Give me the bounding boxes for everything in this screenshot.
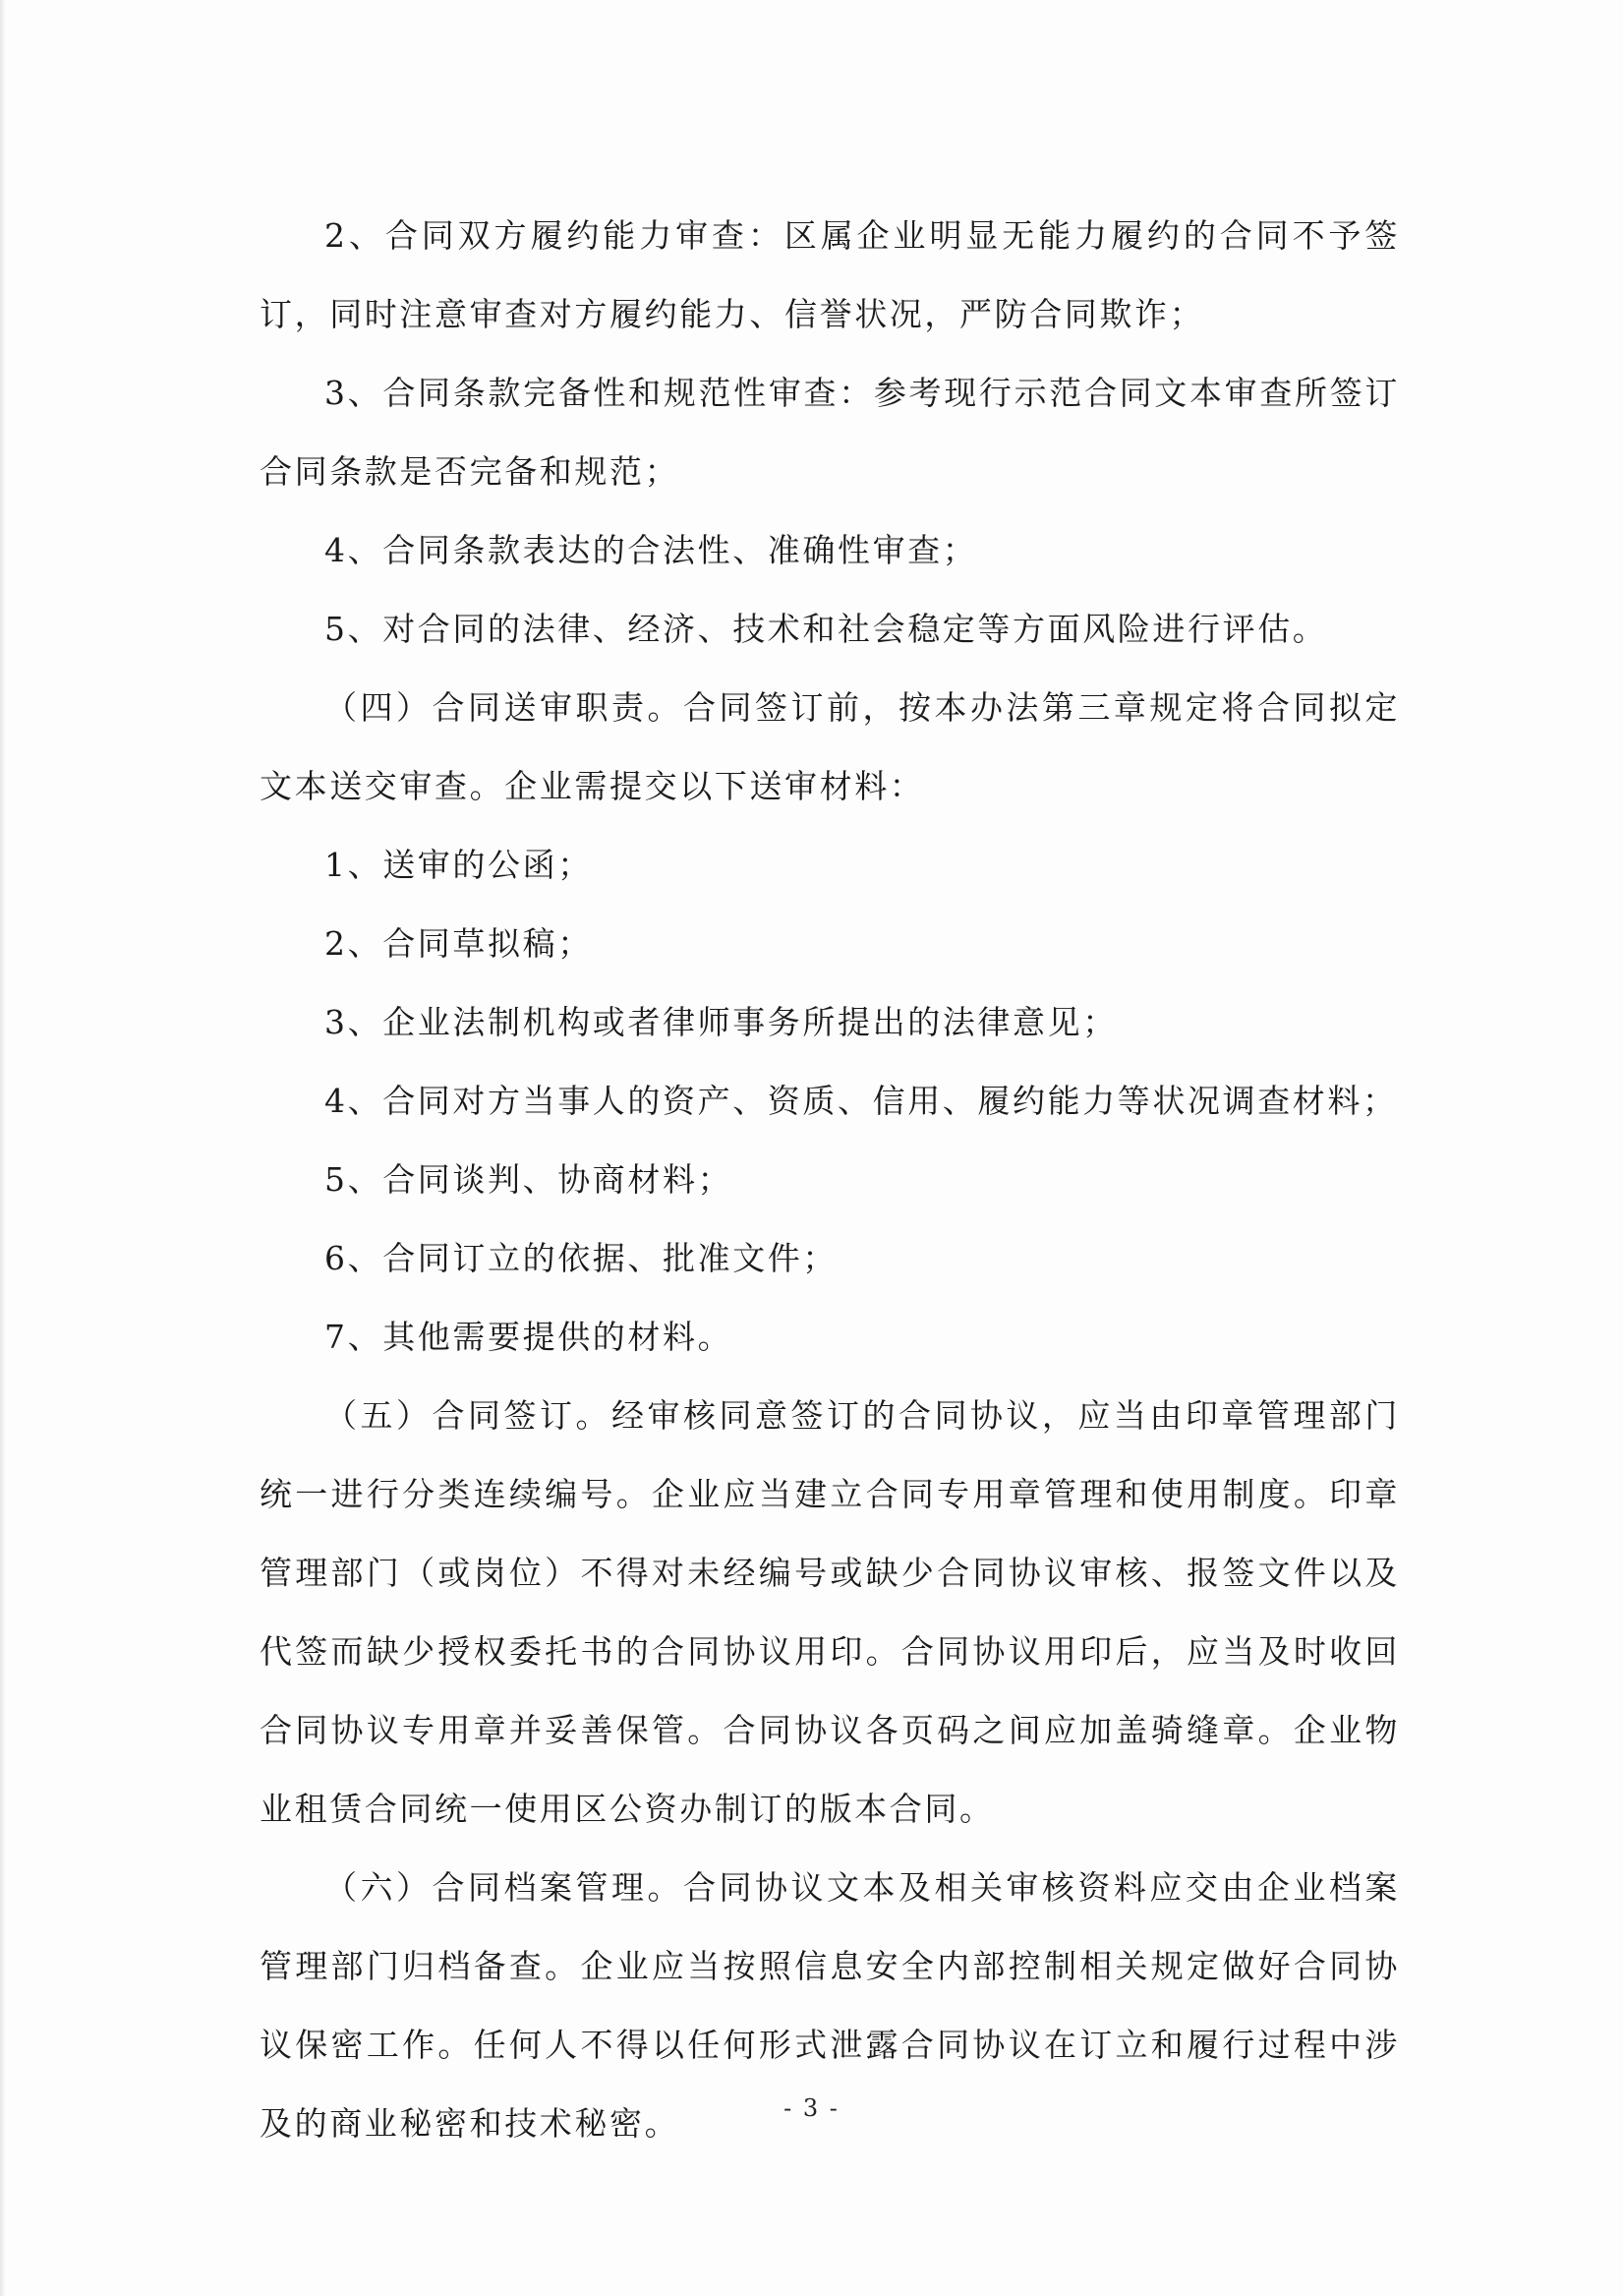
paragraph-material-3: 3、企业法制机构或者律师事务所提出的法律意见； <box>324 1003 1118 1041</box>
paragraph-material-4: 4、合同对方当事人的资产、资质、信用、履约能力等状况调查材料； <box>324 1082 1398 1120</box>
paragraph-material-2: 2、合同草拟稿； <box>324 924 593 963</box>
document-body <box>260 197 1400 2163</box>
paragraph-material-6: 6、合同订立的依据、批准文件； <box>324 1239 838 1277</box>
paragraph-item-5-risk-assessment: 5、对合同的法律、经济、技术和社会稳定等方面风险进行评估。 <box>324 610 1328 648</box>
paragraph-material-5: 5、合同谈判、协商材料； <box>324 1160 733 1199</box>
paragraph-section-4-submission-duties: （四）合同送审职责。合同签订前，按本办法第三章规定将合同拟定文本送交审查。企业需提交以下送审材料： <box>260 688 1400 805</box>
paragraph-material-1: 1、送审的公函； <box>324 846 593 884</box>
paragraph-item-4-legality-review: 4、合同条款表达的合法性、准确性审查； <box>324 531 978 569</box>
page-number: - 3 - <box>783 2094 840 2122</box>
paragraph-item-3-clause-completeness: 3、合同条款完备性和规范性审查：参考现行示范合同文本审查所签订合同条款是否完备和规范； <box>260 374 1400 491</box>
paragraph-material-7: 7、其他需要提供的材料。 <box>324 1318 733 1356</box>
scan-edge <box>0 0 6 2296</box>
paragraph-section-5-contract-signing: （五）合同签订。经审核同意签订的合同协议，应当由印章管理部门统一进行分类连续编号。企业应当建立合同专用章管理和使用制度。印章管理部门（或岗位）不得对未经编号或缺少合同协议审核、报签文件以及代签而缺少授权委托书的合同协议用印。合同协议用印后，应当及时收回合同协议专用章并妥善保管。合同协议各页码之间应加盖骑缝章。企业物业租赁合同统一使用区公资办制订的版本合同。 <box>260 1396 1400 1828</box>
paragraph-section-6-archive-management: （六）合同档案管理。合同协议文本及相关审核资料应交由企业档案管理部门归档备查。企业应当按照信息安全内部控制相关规定做好合同协议保密工作。任何人不得以任何形式泄露合同协议在订立和履行过程中涉及的商业秘密和技术秘密。 <box>260 1868 1400 2143</box>
paragraph-item-2-performance-capacity: 2、合同双方履约能力审查：区属企业明显无能力履约的合同不予签订，同时注意审查对方履约能力、信誉状况，严防合同欺诈； <box>260 216 1400 333</box>
